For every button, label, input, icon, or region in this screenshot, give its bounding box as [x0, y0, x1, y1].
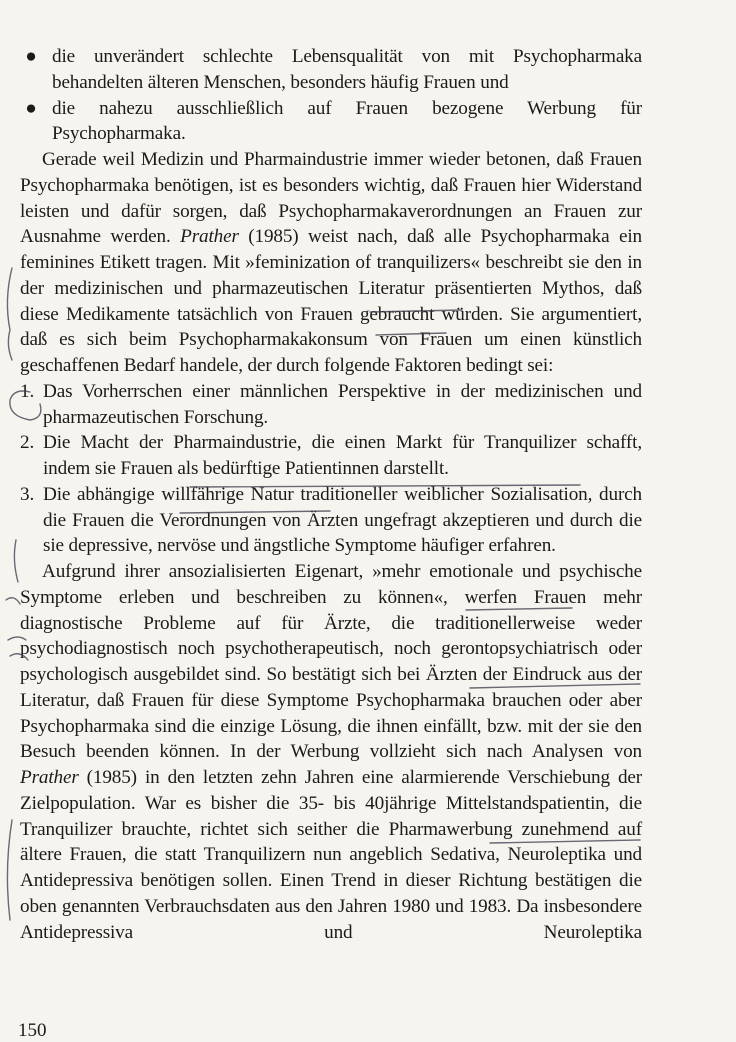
author-citation: Prather [180, 226, 239, 248]
margin-bracket-mark [7, 820, 12, 920]
list-number: 3. [20, 483, 35, 505]
list-number: 2. [20, 432, 35, 454]
bullet-dot-icon: ● [25, 46, 37, 67]
numbered-item [20, 430, 642, 482]
numbered-item [20, 379, 642, 431]
body-text [20, 44, 642, 945]
list-item-text: Die abhängige willfährige Natur traditioneller weiblicher Sozialisation, durch die Frauen die Verordnungen von Ärzten ungefragt akzeptieren und durch die sie depressive, nervöse und ängstliche Symptome häufiger erfahren. [43, 483, 642, 557]
paragraph-text: Gerade weil Medizin und Pharmaindustrie immer wieder betonen, daß Frauen Psychopharmaka benötigen, ist es besonders wichtig, daß Frauen hier Widerstand leisten und dafür sorgen, daß Psychopharmakaverordnungen an Frauen zur Ausnahme werden. [20, 149, 642, 248]
paragraph-text: (1985) weist nach, daß alle Psychopharmaka ein feminines Etikett tragen. Mit »feminization of tranquilizers« beschreibt sie den in der medizinischen und pharmazeutischen Literatur präsentierten Mythos, daß diese Medikamente tatsächlich von Frauen gebraucht würden. Sie argumentiert, daß es sich beim Psychopharmakakonsum von Frauen um einen künstlich geschaffenen Bedarf handele, der durch folgende Faktoren bedingt sei: [20, 226, 642, 376]
paragraph [20, 559, 642, 945]
bullet-text: die unverändert schlechte Lebensqualität von mit Psychopharmaka behandelten älteren Menschen, besonders häufig Frauen und [52, 46, 642, 93]
bullet-item [20, 96, 642, 148]
list-item-text: Die Macht der Pharmaindustrie, die einen Markt für Tranquilizer schafft, indem sie Frauen als bedürftige Patientinnen darstellt. [43, 432, 642, 479]
author-citation: Prather [20, 767, 79, 788]
bullet-item [20, 44, 642, 96]
list-number: 1. [20, 380, 35, 402]
paragraph [20, 147, 642, 379]
page-number: 150 [18, 1020, 47, 1041]
paragraph-text: Aufgrund ihrer ansozialisierten Eigenart, »mehr emotionale und psychische Symptome erleben und beschreiben zu können«, werfen Frauen mehr diagnostische Probleme auf für Ärzte, die traditionellerweise weder psychodiagnostisch noch psychotherapeutisch, noch gerontopsychiatrisch oder psychologisch ausgebildet sind. So bestätigt sich bei Ärzten der Eindruck aus der Literatur, daß Frauen für diese Symptome Psychopharmaka brauchen oder aber Psychopharmaka sind die einzige Lösung, die ihnen einfällt, bzw. mit der sie den Besuch beenden können. In der Werbung vollzieht sich nach Analysen von [20, 561, 642, 763]
list-item-text: Das Vorherrschen einer männlichen Perspektive in der medizinischen und pharmazeutischen Forschung. [43, 380, 642, 428]
margin-bracket-mark [14, 540, 18, 582]
numbered-item [20, 482, 642, 559]
bullet-text: die nahezu ausschließlich auf Frauen bezogene Werbung für Psychopharmaka. [52, 97, 642, 145]
margin-bracket-mark [7, 268, 12, 360]
bullet-dot-icon: ● [25, 97, 37, 119]
paragraph-text: (1985) in den letzten zehn Jahren eine alarmierende Verschiebung der Zielpopulation. War es bisher die 35- bis 40jährige Mittelstandspatientin, die Tranquilizer brauchte, richtet sich seither die Pharmawerbung zunehmend auf ältere Frauen, die statt Tranquilizern nun angeblich Sedativa, Neuroleptika und Antidepressiva benötigen sollen. Einen Trend in dieser Richtung bestätigen die oben genannten Verbrauchsdaten aus den Jahren 1980 und 1983. Da insbesondere Antidepressiva und Neuroleptika [20, 767, 642, 943]
